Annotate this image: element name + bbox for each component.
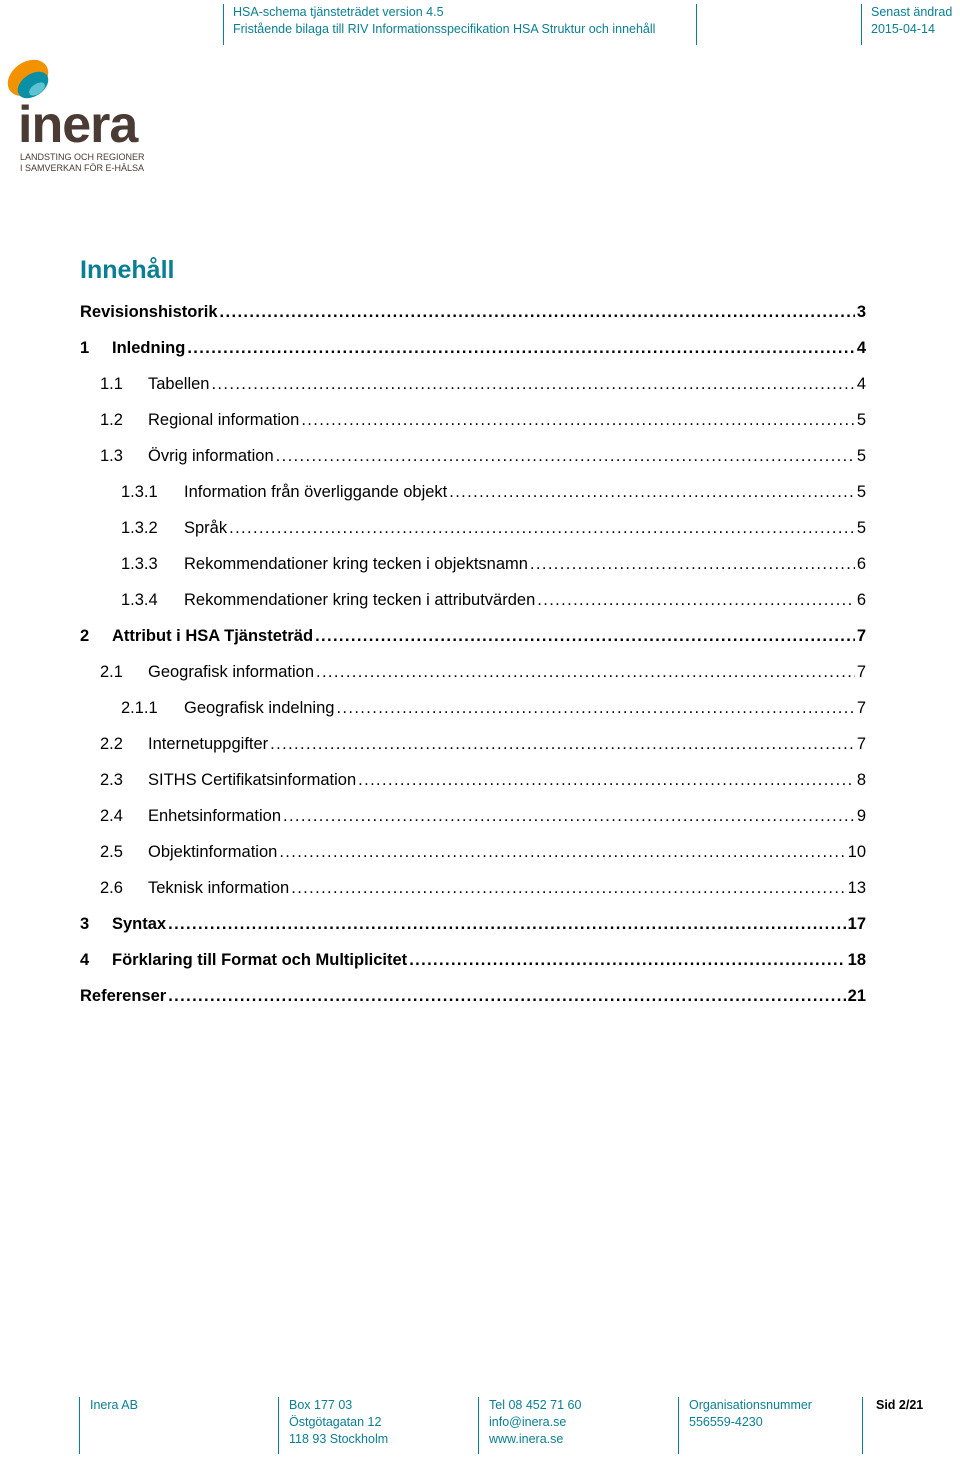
header-changed-info bbox=[871, 4, 952, 38]
toc-entry-number: 1.3.2 bbox=[121, 519, 158, 537]
toc-entry-number: 2 bbox=[80, 627, 90, 645]
toc-entry-title: Inledning bbox=[112, 339, 186, 357]
toc-entry-title: Attribut i HSA Tjänsteträd bbox=[112, 627, 314, 645]
toc-entry-number: 2.3 bbox=[100, 771, 123, 789]
footer-company-name: Inera AB bbox=[90, 1398, 138, 1412]
header-doc-info bbox=[233, 4, 655, 38]
toc-entry-page: 5 bbox=[856, 447, 866, 465]
toc-entry[interactable] bbox=[80, 553, 866, 575]
toc-entry[interactable] bbox=[80, 985, 866, 1007]
toc-entry[interactable] bbox=[80, 517, 866, 539]
toc-dot-leader bbox=[229, 517, 855, 539]
inera-logo-graphic bbox=[4, 56, 154, 176]
toc-entry-number: 1.1 bbox=[100, 375, 123, 393]
toc-entry-title: Tabellen bbox=[148, 375, 210, 393]
toc-entry[interactable] bbox=[80, 913, 866, 935]
toc-entry-number: 1.3.4 bbox=[121, 591, 158, 609]
toc-entry-title: Referenser bbox=[80, 987, 167, 1005]
toc-entry-page: 6 bbox=[856, 555, 866, 573]
footer-divider-3 bbox=[478, 1397, 479, 1454]
toc-dot-leader bbox=[270, 733, 855, 755]
toc-entry-number: 1.3.1 bbox=[121, 483, 158, 501]
toc-dot-leader bbox=[301, 409, 854, 431]
header-doc-subtitle: Fristående bilaga till RIV Informationsspecifikation HSA Struktur och innehåll bbox=[233, 22, 656, 36]
toc-entry[interactable] bbox=[80, 697, 866, 719]
toc-entry-page: 8 bbox=[856, 771, 866, 789]
toc-entry[interactable] bbox=[80, 301, 866, 323]
toc-entry[interactable] bbox=[80, 733, 866, 755]
toc-entry-number: 2.1 bbox=[100, 663, 123, 681]
toc-entry-title: Internetuppgifter bbox=[148, 735, 269, 753]
toc-entry-title: Enhetsinformation bbox=[148, 807, 281, 825]
logo-tagline-2: I SAMVERKAN FÖR E-HÄLSA bbox=[20, 163, 145, 173]
header-changed-date: 2015-04-14 bbox=[871, 22, 935, 36]
toc-entry-title: Teknisk information bbox=[148, 879, 290, 897]
toc-entry[interactable] bbox=[80, 841, 866, 863]
toc-entry-title: Revisionshistorik bbox=[80, 303, 218, 321]
toc-entry[interactable] bbox=[80, 445, 866, 467]
toc-entry-number: 2.5 bbox=[100, 843, 123, 861]
toc-entry[interactable] bbox=[80, 877, 866, 899]
footer-org bbox=[689, 1397, 812, 1431]
toc-dot-leader bbox=[220, 301, 855, 323]
toc-entry-number: 4 bbox=[80, 951, 90, 969]
toc-entry-page: 13 bbox=[847, 879, 866, 897]
toc-dot-leader bbox=[358, 769, 855, 791]
toc-entry-page: 7 bbox=[856, 663, 866, 681]
toc-entry-page: 5 bbox=[856, 483, 866, 501]
toc-entry-title: Syntax bbox=[112, 915, 167, 933]
toc-entry[interactable] bbox=[80, 373, 866, 395]
footer-divider-4 bbox=[678, 1397, 679, 1454]
toc-entry-page: 18 bbox=[847, 951, 866, 969]
toc-entry-title: Förklaring till Format och Multiplicitet bbox=[112, 951, 408, 969]
toc-dot-leader bbox=[315, 625, 855, 647]
footer-divider-1 bbox=[79, 1397, 80, 1454]
toc-dot-leader bbox=[276, 445, 855, 467]
footer-web-link[interactable]: www.inera.se bbox=[489, 1432, 564, 1446]
toc-dot-leader bbox=[291, 877, 845, 899]
toc-entry-page: 10 bbox=[847, 843, 866, 861]
footer-address-line-1: Box 177 03 bbox=[289, 1398, 353, 1412]
footer-org-number: 556559-4230 bbox=[689, 1415, 763, 1429]
toc-entry-number: 1.3.3 bbox=[121, 555, 158, 573]
toc-entry-page: 4 bbox=[856, 375, 866, 393]
toc-entry-page: 9 bbox=[856, 807, 866, 825]
toc-entry-number: 2.4 bbox=[100, 807, 123, 825]
toc-entry-title: SITHS Certifikatsinformation bbox=[148, 771, 357, 789]
toc-entry-title: Geografisk information bbox=[148, 663, 314, 681]
toc-entry-number: 1.2 bbox=[100, 411, 123, 429]
toc-entry-number: 1 bbox=[80, 339, 90, 357]
footer-page-number: Sid 2/21 bbox=[876, 1398, 924, 1412]
toc-entry-number: 3 bbox=[80, 915, 90, 933]
toc-entry-page: 5 bbox=[856, 411, 866, 429]
toc-entry-number: 2.1.1 bbox=[121, 699, 158, 717]
toc-entry[interactable] bbox=[80, 589, 866, 611]
footer-phone: Tel 08 452 71 60 bbox=[489, 1398, 582, 1412]
toc-entry[interactable] bbox=[80, 805, 866, 827]
toc-entry-page: 17 bbox=[847, 915, 866, 933]
toc-entry-title: Geografisk indelning bbox=[184, 699, 335, 717]
toc-entry-title: Information från överliggande objekt bbox=[184, 483, 448, 501]
toc-entry[interactable] bbox=[80, 661, 866, 683]
footer-page bbox=[876, 1397, 923, 1414]
toc-entry-title: Rekommendationer kring tecken i objektsnamn bbox=[184, 555, 528, 573]
toc-entry-page: 4 bbox=[856, 339, 866, 357]
footer-company bbox=[90, 1397, 138, 1414]
toc-entry-page: 21 bbox=[847, 987, 866, 1005]
footer-divider-2 bbox=[278, 1397, 279, 1454]
toc-entry-page: 7 bbox=[856, 735, 866, 753]
toc-entry-number: 2.6 bbox=[100, 879, 123, 897]
footer-contact bbox=[489, 1397, 581, 1448]
header-changed-label: Senast ändrad bbox=[871, 5, 953, 19]
header-divider-right bbox=[861, 4, 862, 45]
header-divider-left bbox=[223, 4, 224, 45]
toc-dot-leader bbox=[409, 949, 845, 971]
toc-entry[interactable] bbox=[80, 625, 866, 647]
toc-dot-leader bbox=[537, 589, 855, 611]
toc-dot-leader bbox=[336, 697, 854, 719]
toc-dot-leader bbox=[283, 805, 855, 827]
toc-entry-page: 7 bbox=[856, 699, 866, 717]
toc-entry-page: 5 bbox=[856, 519, 866, 537]
header-doc-title: HSA-schema tjänsteträdet version 4.5 bbox=[233, 5, 444, 19]
toc-entry-title: Regional information bbox=[148, 411, 300, 429]
toc-entry[interactable] bbox=[80, 769, 866, 791]
toc-entry-page: 6 bbox=[856, 591, 866, 609]
header-divider-middle bbox=[696, 4, 697, 45]
logo-tagline-1: LANDSTING OCH REGIONER bbox=[20, 152, 145, 162]
footer-address bbox=[289, 1397, 388, 1448]
footer-address-line-3: 118 93 Stockholm bbox=[289, 1432, 389, 1446]
toc-dot-leader bbox=[211, 373, 854, 395]
toc-entry[interactable] bbox=[80, 949, 866, 971]
toc-heading: Innehåll bbox=[80, 256, 175, 284]
toc-entry[interactable] bbox=[80, 409, 866, 431]
toc-dot-leader bbox=[316, 661, 855, 683]
toc-dot-leader bbox=[530, 553, 855, 575]
toc-entry-title: Rekommendationer kring tecken i attributvärden bbox=[184, 591, 536, 609]
toc-entry-number: 2.2 bbox=[100, 735, 123, 753]
toc-entry-title: Objektinformation bbox=[148, 843, 278, 861]
footer-email-link[interactable]: info@inera.se bbox=[489, 1415, 567, 1429]
footer-org-label: Organisationsnummer bbox=[689, 1398, 812, 1412]
toc-entry[interactable] bbox=[80, 481, 866, 503]
inera-logo bbox=[4, 56, 154, 176]
toc-dot-leader bbox=[449, 481, 855, 503]
footer-divider-5 bbox=[862, 1397, 863, 1454]
toc-entry-page: 7 bbox=[856, 627, 866, 645]
toc-entry-number: 1.3 bbox=[100, 447, 123, 465]
toc-dot-leader bbox=[279, 841, 845, 863]
toc-dot-leader bbox=[168, 985, 845, 1007]
toc-entry-title: Övrig information bbox=[148, 447, 274, 465]
toc-entry-title: Språk bbox=[184, 519, 228, 537]
toc-entry[interactable] bbox=[80, 337, 866, 359]
footer-address-line-2: Östgötagatan 12 bbox=[289, 1415, 382, 1429]
toc-entry-page: 3 bbox=[856, 303, 866, 321]
toc-dot-leader bbox=[187, 337, 854, 359]
toc-dot-leader bbox=[168, 913, 846, 935]
logo-wordmark: inera bbox=[18, 96, 138, 154]
